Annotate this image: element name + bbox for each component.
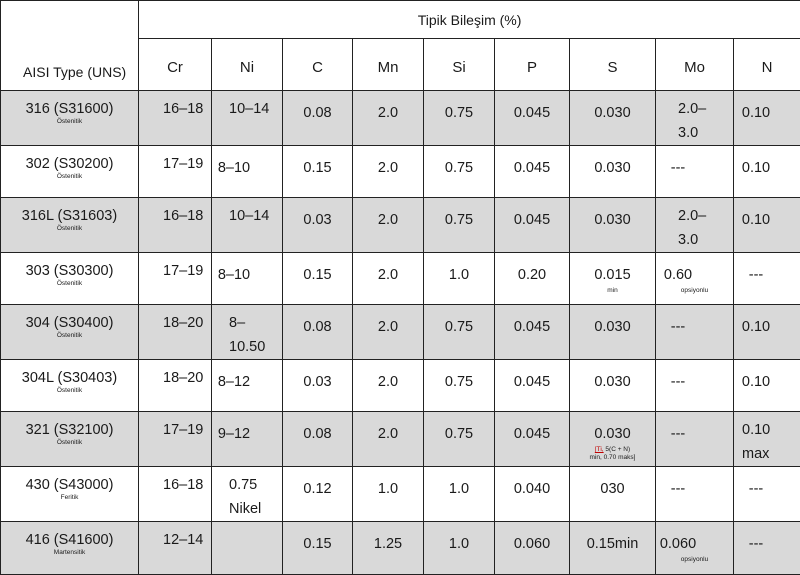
- mo-cell: [656, 146, 734, 198]
- si-cell: [424, 198, 495, 253]
- ni-value: 10–14: [229, 204, 273, 228]
- n-cell: [734, 360, 800, 412]
- alloy-type-cell: [1, 146, 139, 198]
- mo-cell: [656, 467, 734, 522]
- n-cell: [734, 305, 800, 360]
- c-value: 0.12: [283, 477, 352, 501]
- n-cell: [734, 198, 800, 253]
- alloy-class: Feritik: [1, 494, 138, 502]
- mo-value: 2.0–3.0: [678, 204, 722, 252]
- mn-cell: [353, 253, 424, 305]
- table-row: [1, 253, 800, 305]
- mo-note: opsiyonlu: [656, 287, 733, 295]
- si-cell: [424, 253, 495, 305]
- ni-cell: [212, 253, 283, 305]
- type-header: AISI Type (UNS): [1, 1, 139, 91]
- si-cell: [424, 412, 495, 467]
- n-cell: [734, 91, 800, 146]
- c-value: 0.15: [283, 263, 352, 287]
- alloy-class: Östenitik: [1, 387, 138, 395]
- ni-cell: [212, 360, 283, 412]
- alloy-type: 416 (S41600): [1, 532, 138, 548]
- col-header-s: S: [570, 39, 656, 91]
- si-cell: [424, 467, 495, 522]
- table-row: [1, 198, 800, 253]
- c-value: 0.08: [283, 422, 352, 446]
- s-cell: [570, 360, 656, 412]
- c-cell: [283, 522, 353, 575]
- s-value: 0.015: [570, 263, 655, 287]
- si-cell: [424, 360, 495, 412]
- n-value: ---: [734, 532, 778, 556]
- mn-cell: [353, 305, 424, 360]
- ni-value: 8–12: [212, 370, 256, 394]
- s-cell: [570, 91, 656, 146]
- table-row: [1, 412, 800, 467]
- cr-value: 16–18: [163, 97, 205, 121]
- si-cell: [424, 91, 495, 146]
- p-value: 0.045: [495, 315, 569, 339]
- ni-value: 8–10.50: [229, 311, 273, 359]
- ni-value: 0.75 Nikel: [229, 473, 273, 521]
- ni-cell: [212, 146, 283, 198]
- alloy-type-cell: [1, 412, 139, 467]
- p-cell: [495, 198, 570, 253]
- mo-cell: [656, 253, 734, 305]
- n-value: 0.10: [734, 315, 778, 339]
- n-value: 0.10: [734, 370, 778, 394]
- si-value: 1.0: [424, 477, 494, 501]
- alloy-type-cell: [1, 305, 139, 360]
- mo-value: ---: [656, 370, 700, 394]
- p-value: 0.045: [495, 208, 569, 232]
- cr-cell: [139, 360, 212, 412]
- c-value: 0.15: [283, 156, 352, 180]
- cr-cell: [139, 412, 212, 467]
- p-cell: [495, 360, 570, 412]
- ni-cell: [212, 305, 283, 360]
- alloy-class: Östenitik: [1, 332, 138, 340]
- alloy-class: Östenitik: [1, 118, 138, 126]
- mo-value: 0.60: [656, 263, 700, 287]
- si-value: 0.75: [424, 101, 494, 125]
- si-cell: [424, 305, 495, 360]
- alloy-type: 303 (S30300): [1, 263, 138, 279]
- cr-value: 18–20: [163, 366, 205, 390]
- s-cell: [570, 198, 656, 253]
- n-value: 0.10: [734, 101, 778, 125]
- mo-value: ---: [656, 156, 700, 180]
- table-row: [1, 305, 800, 360]
- si-value: 0.75: [424, 208, 494, 232]
- cr-cell: [139, 146, 212, 198]
- mn-value: 2.0: [353, 263, 423, 287]
- si-value: 0.75: [424, 315, 494, 339]
- mo-value: 2.0–3.0: [678, 97, 722, 145]
- p-cell: [495, 91, 570, 146]
- p-value: 0.040: [495, 477, 569, 501]
- n-cell: [734, 146, 800, 198]
- s-cell: [570, 305, 656, 360]
- si-cell: [424, 146, 495, 198]
- c-value: 0.08: [283, 101, 352, 125]
- alloy-type-cell: [1, 522, 139, 575]
- composition-group-header: Tipik Bileşim (%): [139, 1, 800, 39]
- c-cell: [283, 412, 353, 467]
- alloy-class: Östenitik: [1, 439, 138, 447]
- mn-cell: [353, 412, 424, 467]
- mo-cell: [656, 198, 734, 253]
- si-value: 0.75: [424, 370, 494, 394]
- s-value: 0.030: [570, 370, 655, 394]
- mn-value: 2.0: [353, 208, 423, 232]
- ni-value: 8–10: [212, 263, 256, 287]
- n-value: 0.10 max: [742, 418, 786, 466]
- mo-note: opsiyonlu: [656, 556, 733, 564]
- si-value: 1.0: [424, 532, 494, 556]
- s-value: 0.030: [570, 156, 655, 180]
- alloy-type: 304 (S30400): [1, 315, 138, 331]
- alloy-type-cell: [1, 253, 139, 305]
- cr-cell: [139, 522, 212, 575]
- col-header-cr: Cr: [139, 39, 212, 91]
- mn-value: 1.0: [353, 477, 423, 501]
- ni-cell: [212, 522, 283, 575]
- si-value: 0.75: [424, 156, 494, 180]
- c-cell: [283, 198, 353, 253]
- col-header-mo: Mo: [656, 39, 734, 91]
- ni-cell: [212, 91, 283, 146]
- alloy-type: 304L (S30403): [1, 370, 138, 386]
- table-row: [1, 146, 800, 198]
- n-cell: [734, 467, 800, 522]
- c-cell: [283, 253, 353, 305]
- mo-value: ---: [656, 477, 700, 501]
- c-cell: [283, 467, 353, 522]
- mo-cell: [656, 305, 734, 360]
- cr-cell: [139, 253, 212, 305]
- mn-cell: [353, 522, 424, 575]
- mn-value: 2.0: [353, 101, 423, 125]
- s-cell: [570, 467, 656, 522]
- s-value: 0.15min: [570, 532, 655, 556]
- cr-value: 16–18: [163, 473, 205, 497]
- c-cell: [283, 91, 353, 146]
- table-row: [1, 91, 800, 146]
- s-value: 030: [570, 477, 655, 501]
- mn-cell: [353, 360, 424, 412]
- c-value: 0.15: [283, 532, 352, 556]
- ni-cell: [212, 467, 283, 522]
- mo-value: ---: [656, 422, 700, 446]
- table-row: [1, 360, 800, 412]
- mn-cell: [353, 198, 424, 253]
- n-value: 0.10: [734, 208, 778, 232]
- alloy-class: Martensitik: [1, 549, 138, 557]
- alloy-class: Östenitik: [1, 225, 138, 233]
- n-cell: [734, 522, 800, 575]
- n-cell: [734, 253, 800, 305]
- mn-value: 2.0: [353, 422, 423, 446]
- alloy-type: 302 (S30200): [1, 156, 138, 172]
- mo-cell: [656, 412, 734, 467]
- ni-value: 10–14: [229, 97, 273, 121]
- p-value: 0.045: [495, 422, 569, 446]
- cr-cell: [139, 467, 212, 522]
- c-value: 0.03: [283, 208, 352, 232]
- c-value: 0.08: [283, 315, 352, 339]
- mn-value: 2.0: [353, 156, 423, 180]
- mo-cell: [656, 360, 734, 412]
- c-cell: [283, 146, 353, 198]
- col-header-ni: Ni: [212, 39, 283, 91]
- n-cell: [734, 412, 800, 467]
- alloy-type: 316 (S31600): [1, 101, 138, 117]
- mn-value: 2.0: [353, 370, 423, 394]
- alloy-type: 430 (S43000): [1, 477, 138, 493]
- cr-cell: [139, 198, 212, 253]
- c-cell: [283, 360, 353, 412]
- mo-cell: [656, 91, 734, 146]
- cr-cell: [139, 91, 212, 146]
- col-header-c: C: [283, 39, 353, 91]
- cr-cell: [139, 305, 212, 360]
- mo-value: ---: [656, 315, 700, 339]
- p-cell: [495, 146, 570, 198]
- mo-value: 0.060: [656, 532, 700, 556]
- s-value: 0.030: [570, 208, 655, 232]
- cr-value: 12–14: [163, 528, 205, 552]
- alloy-type-cell: [1, 198, 139, 253]
- table-row: [1, 522, 800, 575]
- p-cell: [495, 253, 570, 305]
- mn-cell: [353, 146, 424, 198]
- ni-cell: [212, 198, 283, 253]
- alloy-type-cell: [1, 91, 139, 146]
- si-cell: [424, 522, 495, 575]
- s-note: [Ti, 5(C + N) min, 0.70 maks]: [570, 446, 655, 462]
- s-value: 0.030: [570, 422, 655, 446]
- mn-cell: [353, 91, 424, 146]
- cr-value: 18–20: [163, 311, 205, 335]
- n-value: 0.10: [734, 156, 778, 180]
- alloy-type: 321 (S32100): [1, 422, 138, 438]
- col-header-mn: Mn: [353, 39, 424, 91]
- p-cell: [495, 412, 570, 467]
- cr-value: 17–19: [163, 152, 205, 176]
- mn-value: 1.25: [353, 532, 423, 556]
- p-cell: [495, 522, 570, 575]
- s-value: 0.030: [570, 101, 655, 125]
- alloy-type-cell: [1, 467, 139, 522]
- cr-value: 16–18: [163, 204, 205, 228]
- alloy-class: Östenitik: [1, 280, 138, 288]
- p-value: 0.045: [495, 156, 569, 180]
- col-header-si: Si: [424, 39, 495, 91]
- cr-value: 17–19: [163, 418, 205, 442]
- s-cell: [570, 412, 656, 467]
- table-row: [1, 467, 800, 522]
- n-value: ---: [734, 477, 778, 501]
- p-cell: [495, 305, 570, 360]
- c-value: 0.03: [283, 370, 352, 394]
- si-value: 0.75: [424, 422, 494, 446]
- alloy-type-cell: [1, 360, 139, 412]
- s-cell: [570, 522, 656, 575]
- col-header-p: P: [495, 39, 570, 91]
- mn-value: 2.0: [353, 315, 423, 339]
- s-cell: [570, 146, 656, 198]
- mn-cell: [353, 467, 424, 522]
- ni-value: 9–12: [212, 422, 256, 446]
- ni-cell: [212, 412, 283, 467]
- alloy-type: 316L (S31603): [1, 208, 138, 224]
- p-value: 0.20: [495, 263, 569, 287]
- ni-value: 8–10: [212, 156, 256, 180]
- alloy-class: Östenitik: [1, 173, 138, 181]
- s-value: 0.030: [570, 315, 655, 339]
- col-header-n: N: [734, 39, 800, 91]
- cr-value: 17–19: [163, 259, 205, 283]
- n-value: ---: [734, 263, 778, 287]
- p-value: 0.045: [495, 370, 569, 394]
- p-value: 0.060: [495, 532, 569, 556]
- s-cell: [570, 253, 656, 305]
- si-value: 1.0: [424, 263, 494, 287]
- p-value: 0.045: [495, 101, 569, 125]
- c-cell: [283, 305, 353, 360]
- p-cell: [495, 467, 570, 522]
- s-note: min: [570, 287, 655, 295]
- mo-cell: [656, 522, 734, 575]
